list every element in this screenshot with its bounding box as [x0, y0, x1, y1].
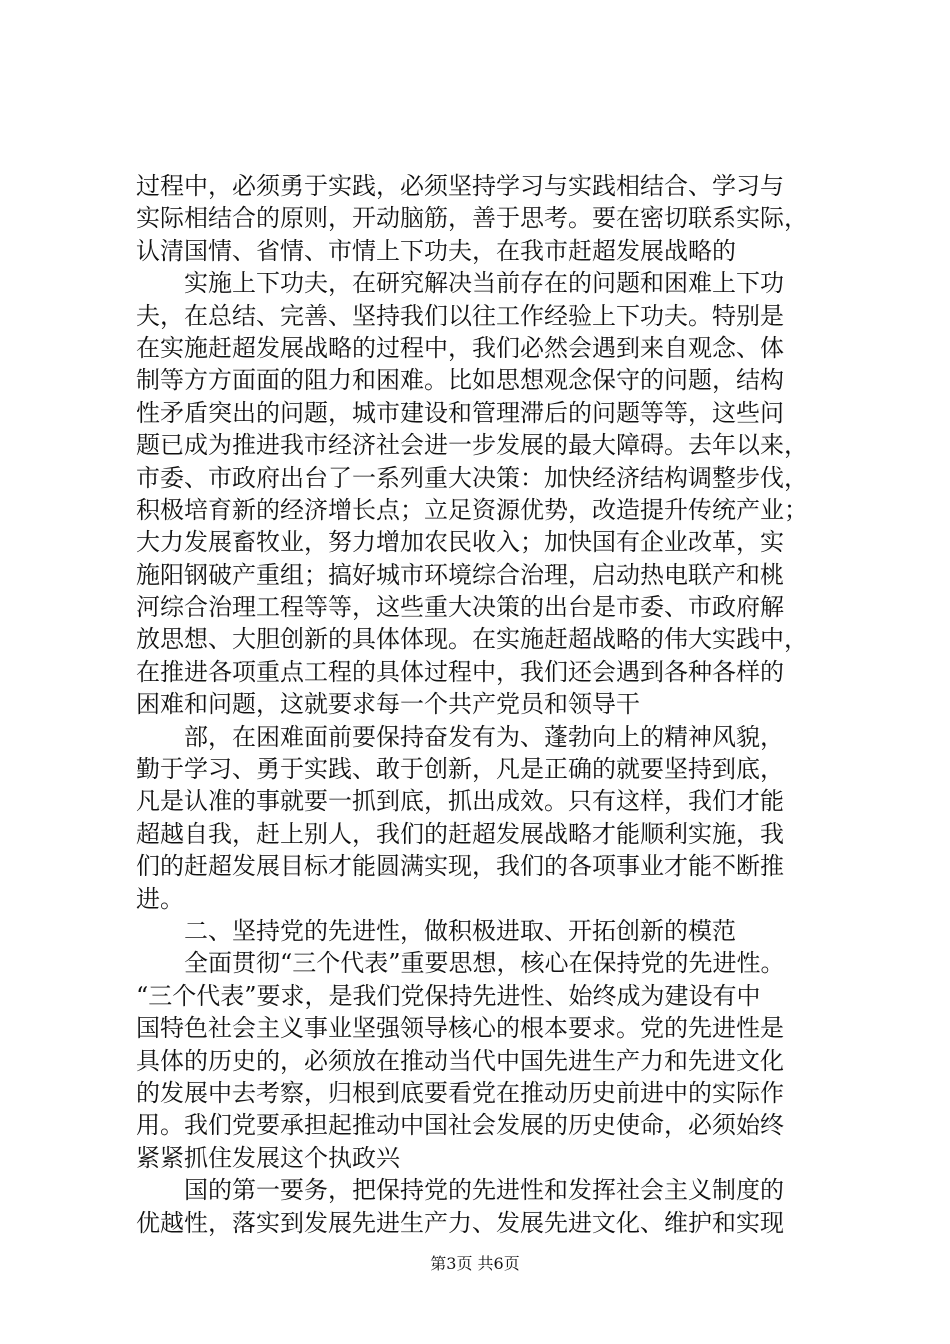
document-body — [136, 170, 836, 1239]
text-line: 施阳钢破产重组；搞好城市环境综合治理，启动热电联产和桃 — [136, 560, 784, 589]
text-line: 夫，在总结、完善、坚持我们以往工作经验上下功夫。特别是 — [136, 301, 784, 330]
text-line: 凡是认准的事就要一抓到底，抓出成效。只有这样，我们才能 — [136, 787, 784, 816]
text-line: 国的第一要务，把保持党的先进性和发挥社会主义制度的 — [184, 1176, 784, 1205]
text-line: 实际相结合的原则，开动脑筋，善于思考。要在密切联系实际， — [136, 204, 808, 233]
text-line: 超越自我，赶上别人，我们的赶超发展战略才能顺利实施，我 — [136, 819, 784, 848]
text-line: 用。我们党要承担起推动中国社会发展的历史使命，必须始终 — [136, 1111, 784, 1140]
text-line: 部，在困难面前要保持奋发有为、蓬勃向上的精神风貌， — [184, 722, 784, 751]
text-line: 二、坚持党的先进性，做积极进取、开拓创新的模范 — [184, 916, 736, 945]
text-line: 过程中，必须勇于实践，必须坚持学习与实践相结合、学习与 — [136, 172, 784, 200]
page-footer: 第3页 共6页 — [430, 1254, 520, 1273]
text-line: 认清国情、省情、市情上下功夫，在我市赶超发展战略的 — [136, 236, 736, 265]
text-line: 全面贯彻“三个代表”重要思想，核心在保持党的先进性。 — [184, 949, 785, 978]
text-line: 紧紧抓住发展这个执政兴 — [136, 1143, 400, 1172]
text-line: 河综合治理工程等等，这些重大决策的出台是市委、市政府解 — [136, 593, 784, 622]
text-line: 具体的历史的，必须放在推动当代中国先进生产力和先进文化 — [136, 1046, 784, 1075]
text-line: 勤于学习、勇于实践、敢于创新，凡是正确的就要坚持到底， — [136, 755, 784, 784]
text-line: 在推进各项重点工程的具体过程中，我们还会遇到各种各样的 — [136, 657, 784, 686]
text-line: 市委、市政府出台了一系列重大决策：加快经济结构调整步伐， — [136, 463, 808, 492]
text-line: 放思想、大胆创新的具体体现。在实施赶超战略的伟大实践中， — [136, 625, 808, 654]
text-line: 题已成为推进我市经济社会进一步发展的最大障碍。去年以来， — [136, 431, 808, 460]
text-line: 进。 — [136, 884, 184, 913]
text-line: 实施上下功夫，在研究解决当前存在的问题和困难上下功 — [184, 269, 784, 298]
text-line: 国特色社会主义事业坚强领导核心的根本要求。党的先进性是 — [136, 1014, 784, 1043]
text-line: 优越性，落实到发展先进生产力、发展先进文化、维护和实现 — [136, 1208, 784, 1237]
text-line: “三个代表”要求，是我们党保持先进性、始终成为建设有中 — [136, 981, 761, 1010]
text-line: 性矛盾突出的问题，城市建设和管理滞后的问题等等，这些问 — [136, 398, 784, 427]
text-line: 困难和问题，这就要求每一个共产党员和领导干 — [136, 690, 640, 719]
text-line: 在实施赶超发展战略的过程中，我们必然会遇到来自观念、体 — [136, 333, 784, 362]
text-line: 的发展中去考察，归根到底要看党在推动历史前进中的实际作 — [136, 1078, 784, 1107]
text-line: 们的赶超发展目标才能圆满实现，我们的各项事业才能不断推 — [136, 852, 784, 881]
text-line: 积极培育新的经济增长点；立足资源优势，改造提升传统产业； — [136, 495, 808, 524]
text-line: 制等方方面面的阻力和困难。比如思想观念保守的问题，结构 — [136, 366, 784, 395]
text-line: 大力发展畜牧业，努力增加农民收入；加快国有企业改革，实 — [136, 528, 784, 557]
